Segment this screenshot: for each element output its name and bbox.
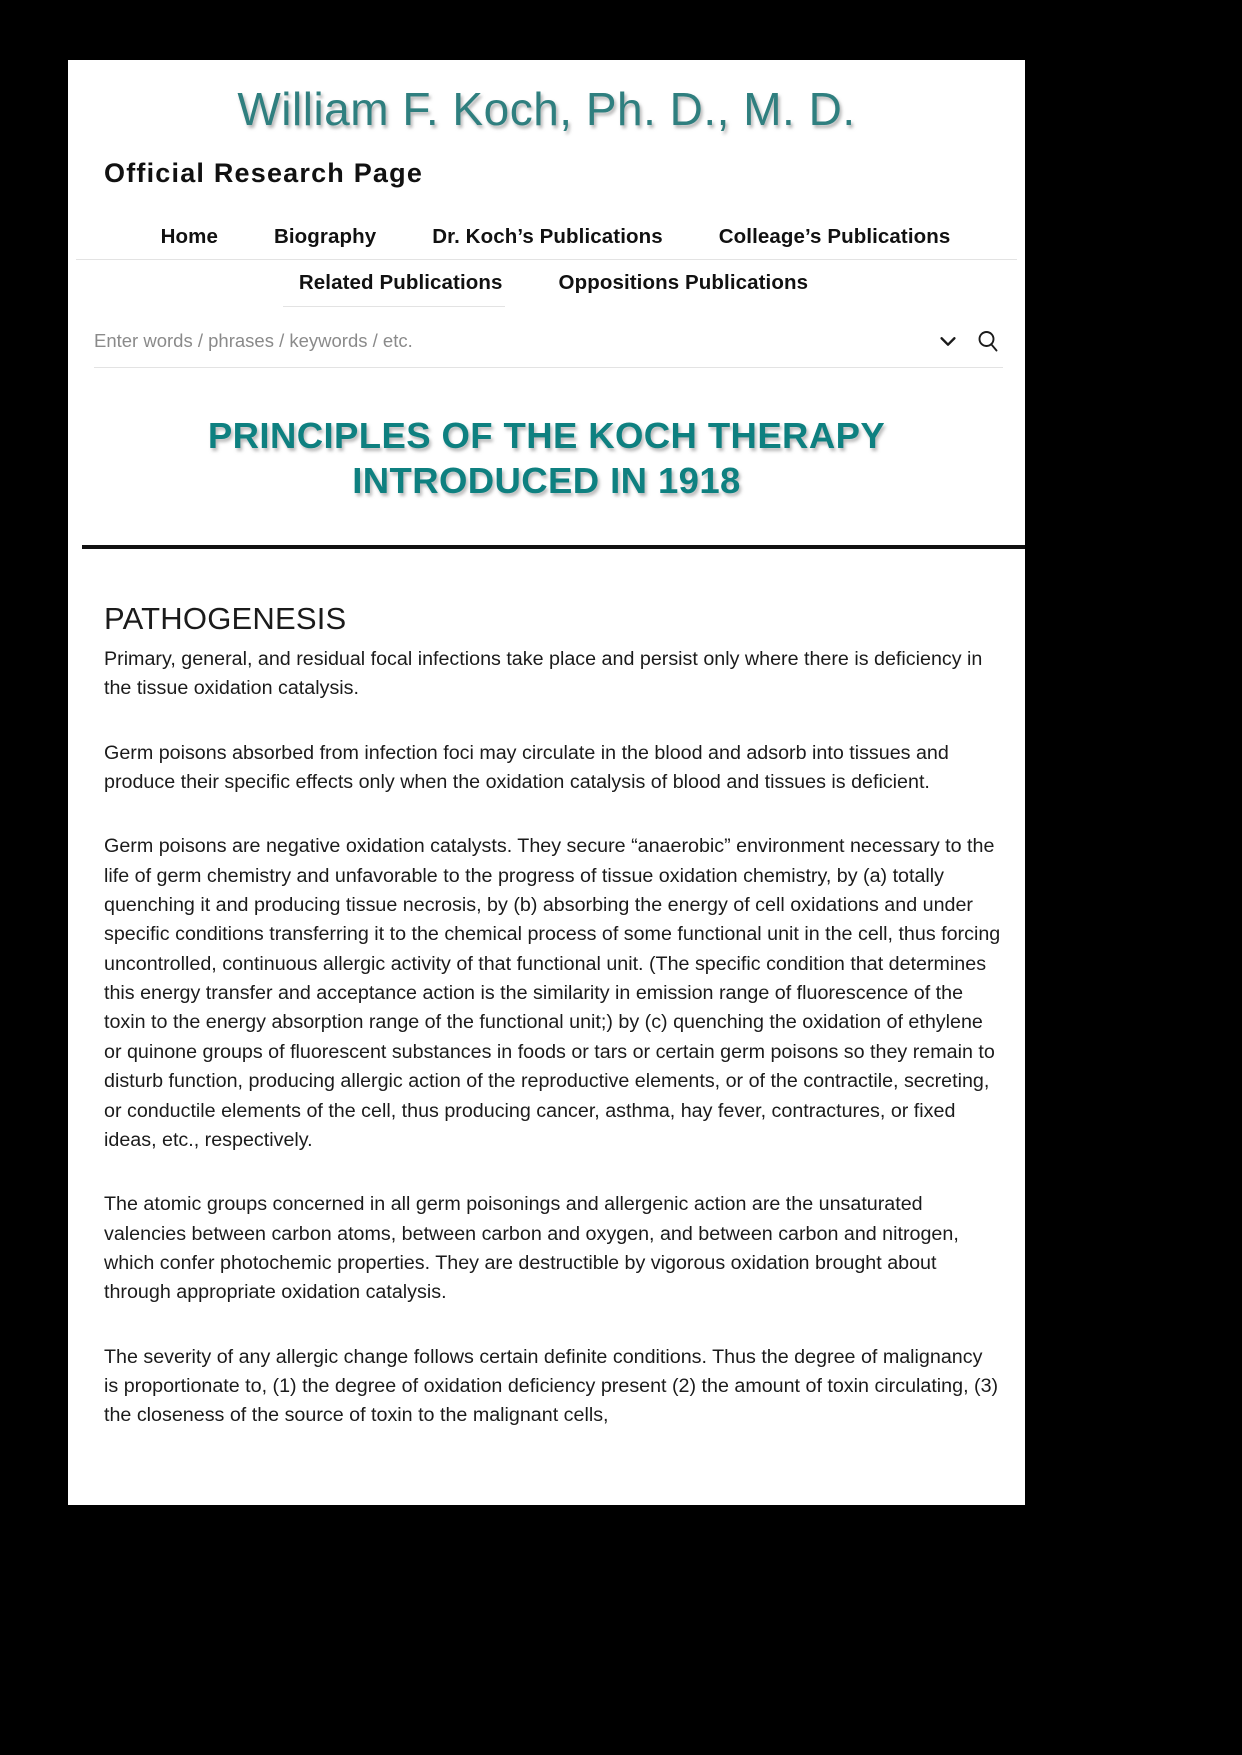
section-heading-pathogenesis: PATHOGENESIS (104, 601, 347, 637)
page-title (68, 368, 1025, 503)
article-paragraph: The severity of any allergic change follows certain definite conditions. Thus the degree of malignancy is proportionate to, (1) the degree of oxidation deficiency present (2) the amount of toxin circulating, (3) the closeness of the source of toxin to the malignant cells, (104, 1345, 999, 1427)
main-navigation (68, 189, 1025, 307)
nav-row-primary (68, 225, 1025, 259)
search-icon[interactable] (973, 326, 1003, 356)
nav-divider-bottom (283, 306, 505, 307)
nav-item-dr-kochs-publications[interactable]: Dr. Koch’s Publications (432, 225, 663, 248)
article-paragraph: The atomic groups concerned in all germ poisonings and allergenic action are the unsaturated valencies between carbon atoms, between carbon and oxygen, and between carbon and nitrogen, which confer photochemic properties. They are destructible by vigorous oxidation brought about through appropriate oxidation catalysis. (104, 1193, 959, 1304)
article-paragraph: Germ poisons are negative oxidation catalysts. They secure “anaerobic” environment necessary to the life of germ chemistry and unfavorable to the progress of tissue oxidation chemistry, by (a) totally quenching it and producing tissue necrosis, by (b) absorbing the energy of cell oxidations and under specific conditions transferring it to the chemical process of some functional unit in the cell, thus forcing uncontrolled, continuous allergic activity of that functional unit. (The specific condition that determines this energy transfer and acceptance action is the similarity in emission range of fluorescence of the toxin to the energy absorption range of the functional unit;) by (c) quenching the oxidation of ethylene or quinone groups of fluorescent substances in foods or tars or certain germ poisons so they remain to disturb function, producing allergic action of the reproductive elements, or of the contractile, secreting, or conductile elements of the cell, thus producing cancer, asthma, hay fever, contractures, or fixed ideas, etc., respectively. (104, 835, 1001, 1151)
search-bar (94, 326, 1003, 368)
chevron-down-icon[interactable] (933, 326, 963, 356)
site-header (68, 60, 1025, 189)
site-title: William F. Koch, Ph. D., M. D. (237, 83, 856, 135)
page-title-line-2: INTRODUCED IN 1918 (352, 459, 741, 501)
search-input[interactable] (94, 330, 923, 352)
article-paragraph: Germ poisons absorbed from infection foci may circulate in the blood and adsorb into tissues and produce their specific effects only when the oxidation catalysis of blood and tissues is deficient. (104, 741, 949, 794)
nav-row-secondary (68, 271, 1025, 305)
page-container (68, 60, 1025, 1505)
page-title-line-1: PRINCIPLES OF THE KOCH THERAPY (207, 415, 886, 456)
nav-divider-top (76, 259, 1017, 260)
article-body (68, 549, 1025, 1431)
site-subtitle: Official Research Page (104, 158, 424, 188)
nav-item-related-publications[interactable]: Related Publications (298, 271, 503, 294)
nav-item-biography[interactable]: Biography (273, 225, 377, 248)
nav-item-home[interactable]: Home (160, 225, 218, 248)
article-paragraph: Primary, general, and residual focal infections take place and persist only where there is deficiency in the tissue oxidation catalysis. (104, 648, 983, 700)
nav-item-colleages-publications[interactable]: Colleage’s Publications (718, 225, 951, 248)
nav-item-oppositions-publications[interactable]: Oppositions Publications (558, 271, 809, 294)
